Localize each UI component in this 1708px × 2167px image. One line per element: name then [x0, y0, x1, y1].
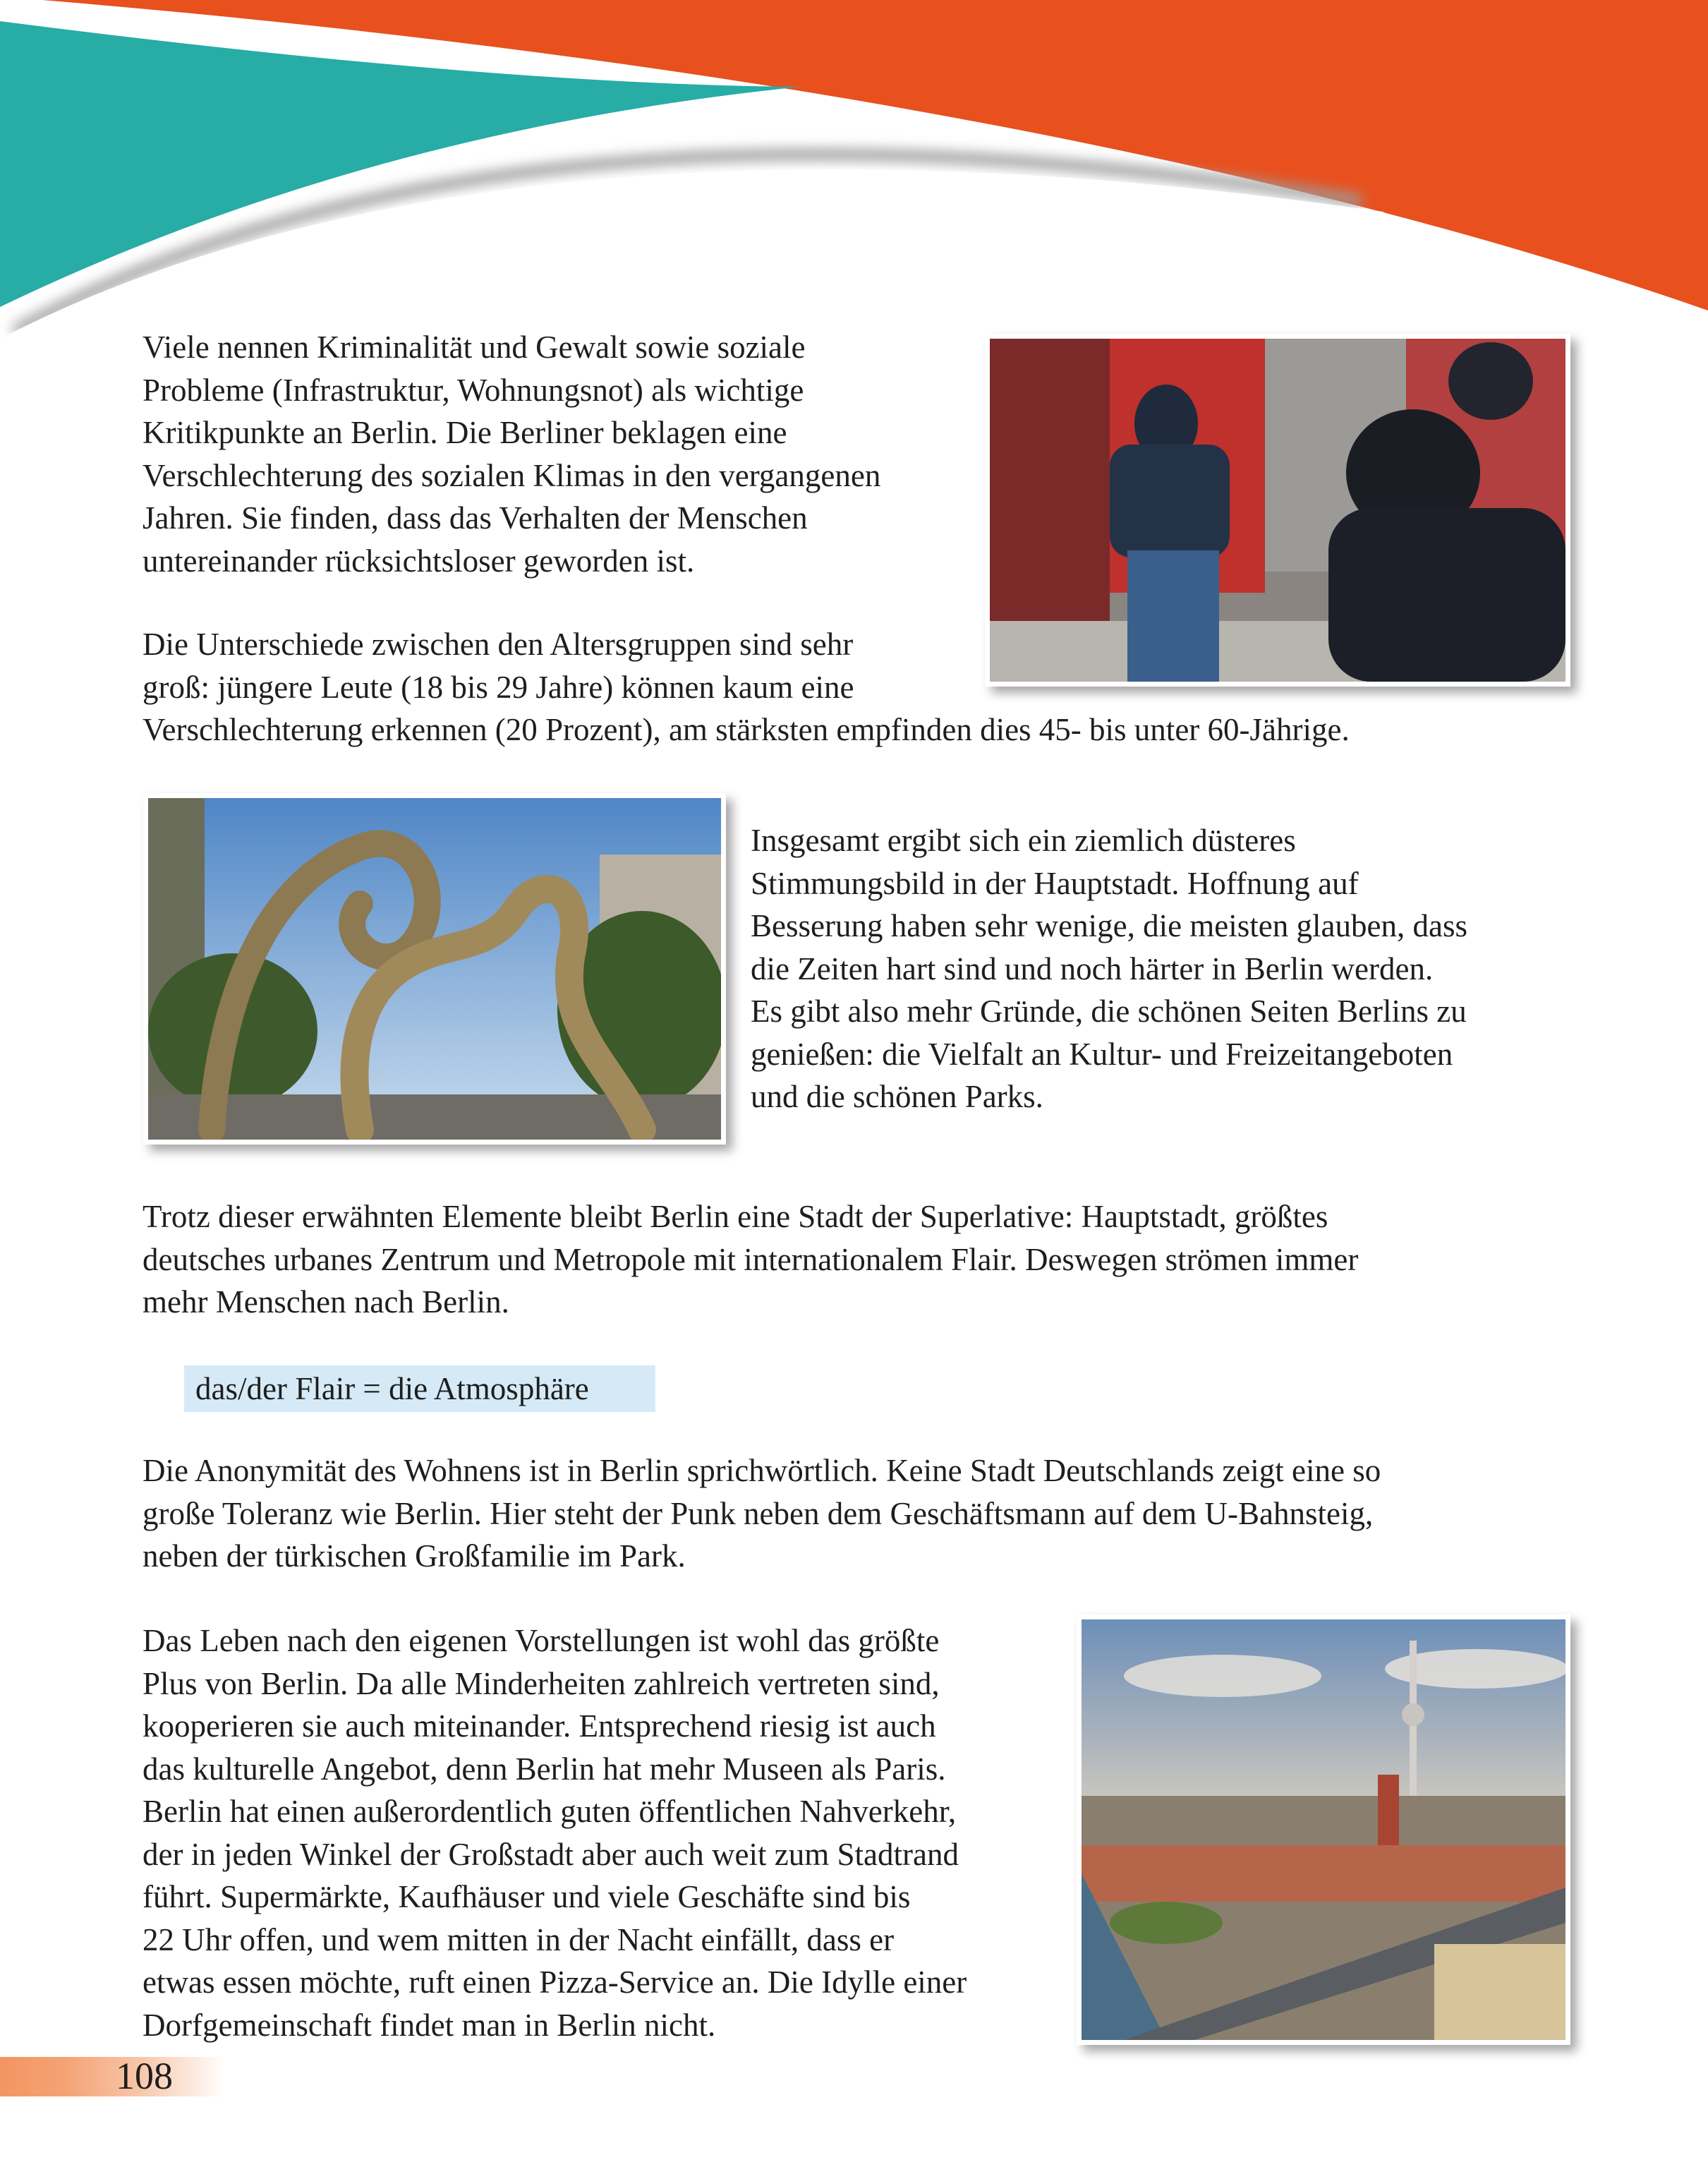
text-line: genießen: die Vielfalt an Kultur- und Freizeitangeboten — [751, 1036, 1453, 1072]
text-line: Die Anonymität des Wohnens ist in Berlin sprichwörtlich. Keine Stadt Deutschlands zeigt eine so — [143, 1453, 1381, 1488]
text-line: deutsches urbanes Zentrum und Metropole mit internationalem Flair. Deswegen strömen immer — [143, 1241, 1359, 1277]
text-line: Kritikpunkte an Berlin. Die Berliner beklagen eine — [143, 415, 787, 450]
text-line: Es gibt also mehr Gründe, die schönen Seiten Berlins zu — [751, 994, 1467, 1029]
paragraph-mood — [751, 819, 1467, 1118]
text-line: die Zeiten hart sind und noch härter in Berlin werden. — [751, 950, 1434, 986]
glossary-text: das/der Flair = die Atmosphäre — [195, 1371, 589, 1406]
text-line: große Toleranz wie Berlin. Hier steht der Punk neben dem Geschäftsmann auf dem U-Bahnsteig, — [143, 1495, 1374, 1531]
text-line: das kulturelle Angebot, denn Berlin hat mehr Museen als Paris. — [143, 1751, 946, 1787]
photo-riot — [985, 334, 1570, 687]
text-line: Verschlechterung des sozialen Klimas in den vergangenen — [143, 457, 881, 493]
text-line: und die schönen Parks. — [751, 1079, 1043, 1114]
text-line: Insgesamt ergibt sich ein ziemlich düsteres — [751, 823, 1296, 858]
page-number-bar — [0, 2057, 226, 2096]
text-line: der in jeden Winkel der Großstadt aber auch weit zum Stadtrand — [143, 1836, 959, 1872]
text-line: Jahren. Sie finden, dass das Verhalten der Menschen — [143, 500, 808, 536]
text-line: Verschlechterung erkennen (20 Prozent), am stärksten empfinden dies 45- bis unter 60-Jährige. — [143, 712, 1350, 747]
photo-berlin-skyline — [1077, 1614, 1570, 2045]
text-line: Plus von Berlin. Da alle Minderheiten zahlreich vertreten sind, — [143, 1665, 940, 1701]
text-line: Berlin hat einen außerordentlich guten öffentlichen Nahverkehr, — [143, 1794, 957, 1829]
text-line: kooperieren sie auch miteinander. Entsprechend riesig ist auch — [143, 1708, 936, 1744]
paragraph-lifestyle — [143, 1619, 967, 2046]
text-line: Trotz dieser erwähnten Elemente bleibt Berlin eine Stadt der Superlative: Hauptstadt, größtes — [143, 1199, 1328, 1234]
text-line: führt. Supermärkte, Kaufhäuser und viele Geschäfte sind bis — [143, 1879, 911, 1914]
text-line: etwas essen möchte, ruft einen Pizza-Service an. Die Idylle einer — [143, 1964, 967, 2000]
text-line: Das Leben nach den eigenen Vorstellungen ist wohl das größte — [143, 1623, 940, 1658]
text-line: Viele nennen Kriminalität und Gewalt sowie soziale — [143, 330, 806, 365]
paragraph-superlatives — [143, 1195, 1358, 1324]
text-line: untereinander rücksichtsloser geworden ist. — [143, 543, 695, 579]
decorative-header — [0, 0, 1708, 367]
text-line: groß: jüngere Leute (18 bis 29 Jahre) können kaum eine — [143, 669, 854, 705]
text-line: Besserung haben sehr wenige, die meisten glauben, dass — [751, 908, 1467, 943]
text-line: Die Unterschiede zwischen den Altersgruppen sind sehr — [143, 627, 854, 662]
text-line: Dorfgemeinschaft findet man in Berlin nicht. — [143, 2007, 716, 2043]
paragraph-tolerance — [143, 1449, 1381, 1578]
text-line: Probleme (Infrastruktur, Wohnungsnot) als wichtige — [143, 372, 804, 408]
text-line: mehr Menschen nach Berlin. — [143, 1284, 509, 1320]
text-line: 22 Uhr offen, und wem mitten in der Nacht einfällt, dass er — [143, 1921, 895, 1957]
glossary-box — [184, 1365, 655, 1412]
text-line: neben der türkischen Großfamilie im Park. — [143, 1538, 686, 1574]
photo-berlin-sculpture — [143, 793, 726, 1145]
text-line: Stimmungsbild in der Hauptstadt. Hoffnung auf — [751, 865, 1359, 901]
page-number: 108 — [116, 2055, 173, 2097]
paragraph-criticism — [143, 326, 880, 582]
